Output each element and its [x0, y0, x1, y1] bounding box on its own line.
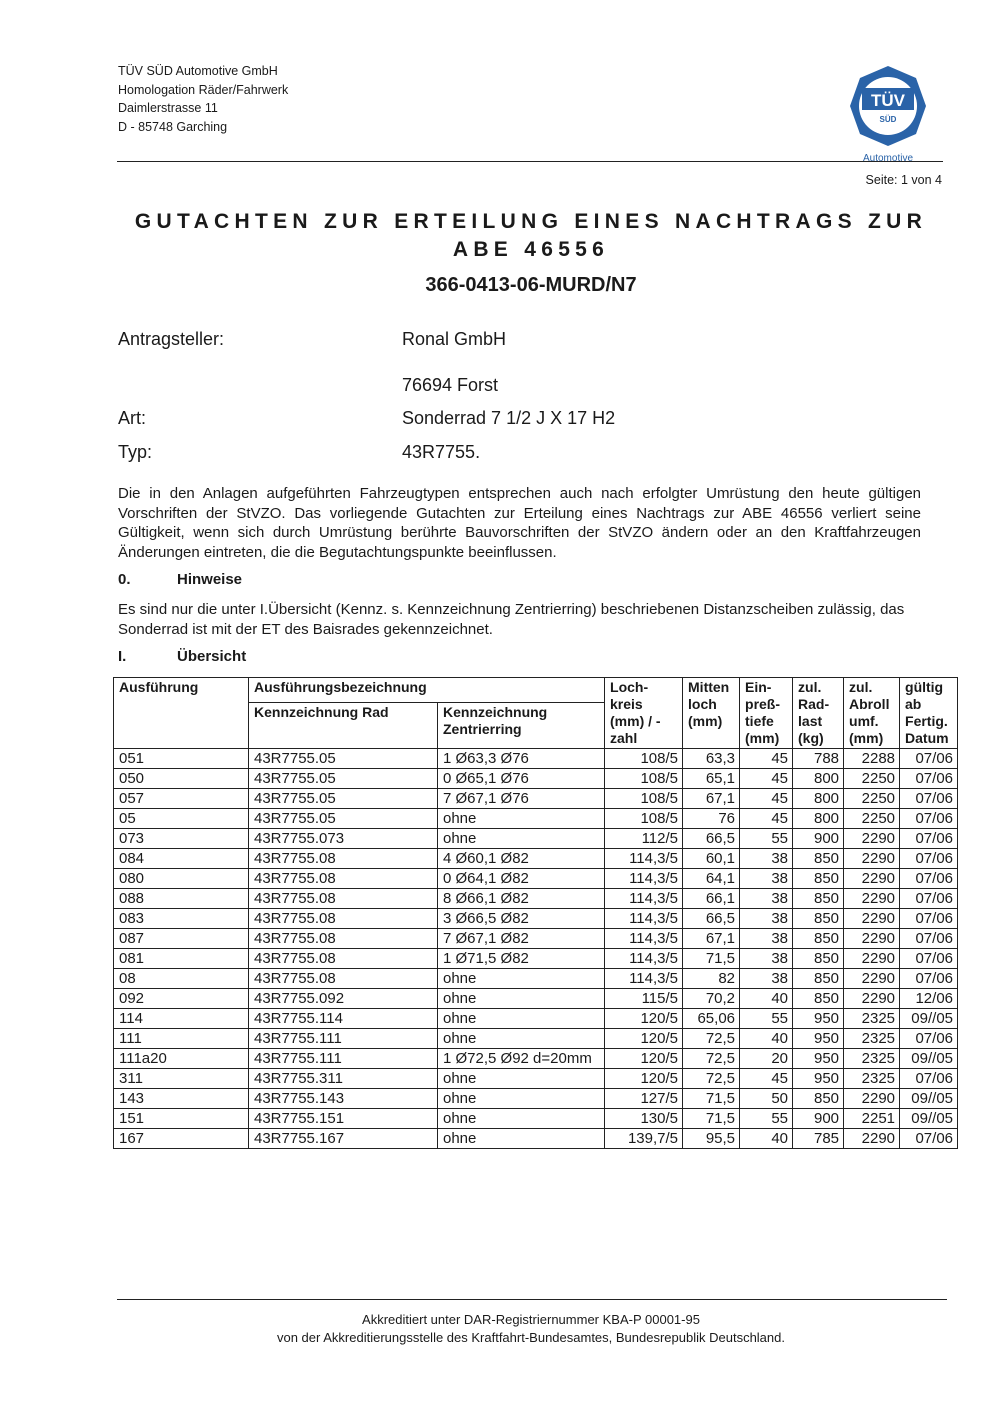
cell-kennz-zentrierring: ohne	[438, 1129, 605, 1149]
cell-gueltig-ab: 07/06	[900, 829, 958, 849]
cell-kennz-zentrierring: ohne	[438, 989, 605, 1009]
cell-ausfuehrung: 111	[114, 1029, 249, 1049]
cell-kennz-rad: 43R7755.05	[249, 789, 438, 809]
cell-mittenloch: 67,1	[683, 789, 740, 809]
header-kennzeichnung-zentrierring: Kennzeichnung Zentrierring	[438, 702, 605, 748]
cell-kennz-zentrierring: ohne	[438, 969, 605, 989]
cell-abrollumfang: 2250	[844, 789, 900, 809]
cell-kennz-rad: 43R7755.08	[249, 969, 438, 989]
applicant-name: Ronal GmbH	[402, 329, 507, 349]
cell-abrollumfang: 2290	[844, 1129, 900, 1149]
cell-kennz-rad: 43R7755.073	[249, 829, 438, 849]
cell-ausfuehrung: 311	[114, 1069, 249, 1089]
header-lochkreis: Loch-kreis (mm) / -zahl	[605, 678, 683, 749]
cell-abrollumfang: 2290	[844, 849, 900, 869]
cell-kennz-rad: 43R7755.08	[249, 889, 438, 909]
cell-kennz-rad: 43R7755.114	[249, 1009, 438, 1029]
cell-abrollumfang: 2325	[844, 1029, 900, 1049]
cell-lochkreis: 114,3/5	[605, 889, 683, 909]
cell-einpresstiefe: 38	[740, 929, 793, 949]
cell-ausfuehrung: 080	[114, 869, 249, 889]
header-abrollumfang: zul. Abroll umf. (mm)	[844, 678, 900, 749]
cell-ausfuehrung: 087	[114, 929, 249, 949]
cell-ausfuehrung: 092	[114, 989, 249, 1009]
cell-gueltig-ab: 09//05	[900, 1009, 958, 1029]
cell-kennz-rad: 43R7755.08	[249, 849, 438, 869]
cell-kennz-rad: 43R7755.167	[249, 1129, 438, 1149]
cell-radlast: 850	[793, 969, 844, 989]
typ-value: 43R7755.	[402, 442, 481, 462]
cell-lochkreis: 120/5	[605, 1069, 683, 1089]
cell-einpresstiefe: 38	[740, 949, 793, 969]
cell-einpresstiefe: 45	[740, 769, 793, 789]
cell-lochkreis: 120/5	[605, 1029, 683, 1049]
address-line: Daimlerstrasse 11	[118, 101, 218, 115]
cell-kennz-rad: 43R7755.05	[249, 769, 438, 789]
section-hinweise-heading	[118, 571, 243, 588]
typ-label: Typ:	[118, 442, 153, 462]
cell-abrollumfang: 2250	[844, 769, 900, 789]
cell-radlast: 850	[793, 1089, 844, 1109]
cell-radlast: 800	[793, 769, 844, 789]
cell-ausfuehrung: 143	[114, 1089, 249, 1109]
table-row	[114, 749, 958, 769]
cell-einpresstiefe: 45	[740, 809, 793, 829]
cell-lochkreis: 139,7/5	[605, 1129, 683, 1149]
header-divider	[117, 161, 943, 162]
cell-radlast: 900	[793, 829, 844, 849]
section-number: I.	[118, 648, 127, 665]
cell-mittenloch: 64,1	[683, 869, 740, 889]
cell-abrollumfang: 2290	[844, 1089, 900, 1109]
cell-mittenloch: 70,2	[683, 989, 740, 1009]
cell-abrollumfang: 2290	[844, 889, 900, 909]
cell-radlast: 850	[793, 909, 844, 929]
logo-text: TÜV	[871, 91, 905, 110]
cell-gueltig-ab: 09//05	[900, 1089, 958, 1109]
cell-kennz-zentrierring: 0 Ø64,1 Ø82	[438, 869, 605, 889]
header-radlast: zul. Rad-last (kg)	[793, 678, 844, 749]
section-title: Übersicht	[177, 648, 247, 665]
table-row	[114, 969, 958, 989]
cell-lochkreis: 130/5	[605, 1109, 683, 1129]
cell-kennz-zentrierring: ohne	[438, 1009, 605, 1029]
header-mittenloch: Mitten loch (mm)	[683, 678, 740, 749]
cell-einpresstiefe: 38	[740, 869, 793, 889]
cell-abrollumfang: 2290	[844, 989, 900, 1009]
table-row	[114, 949, 958, 969]
cell-lochkreis: 127/5	[605, 1089, 683, 1109]
document-number: 366-0413-06-MURD/N7	[425, 274, 637, 296]
header-kennzeichnung-rad: Kennzeichnung Rad	[249, 702, 438, 748]
table-row	[114, 789, 958, 809]
cell-radlast: 850	[793, 889, 844, 909]
cell-gueltig-ab: 09//05	[900, 1109, 958, 1129]
cell-kennz-rad: 43R7755.092	[249, 989, 438, 1009]
cell-mittenloch: 65,1	[683, 769, 740, 789]
address-line: Homologation Räder/Fahrwerk	[118, 82, 289, 97]
table-row	[114, 989, 958, 1009]
section-number: 0.	[118, 571, 131, 588]
cell-kennz-rad: 43R7755.08	[249, 869, 438, 889]
cell-einpresstiefe: 20	[740, 1049, 793, 1069]
logo-caption: Automotive	[862, 153, 914, 164]
cell-kennz-zentrierring: ohne	[438, 809, 605, 829]
cell-lochkreis: 115/5	[605, 989, 683, 1009]
cell-mittenloch: 71,5	[683, 949, 740, 969]
cell-mittenloch: 82	[683, 969, 740, 989]
cell-gueltig-ab: 07/06	[900, 749, 958, 769]
cell-abrollumfang: 2325	[844, 1049, 900, 1069]
cell-kennz-rad: 43R7755.08	[249, 929, 438, 949]
cell-ausfuehrung: 057	[114, 789, 249, 809]
cell-mittenloch: 71,5	[683, 1089, 740, 1109]
cell-einpresstiefe: 38	[740, 969, 793, 989]
cell-kennz-zentrierring: 0 Ø65,1 Ø76	[438, 769, 605, 789]
tuv-logo-icon	[846, 64, 930, 164]
table-row	[114, 769, 958, 789]
page-number: Seite: 1 von 4	[865, 173, 942, 187]
title-line: GUTACHTEN ZUR ERTEILUNG EINES NACHTRAGS ZUR	[134, 210, 928, 233]
cell-kennz-zentrierring: 3 Ø66,5 Ø82	[438, 909, 605, 929]
cell-kennz-rad: 43R7755.08	[249, 949, 438, 969]
cell-kennz-rad: 43R7755.111	[249, 1049, 438, 1069]
footer-line: von der Akkreditierungsstelle des Kraftfahrt-Bundesamtes, Bundesrepublik Deutschland.	[276, 1330, 785, 1345]
cell-abrollumfang: 2290	[844, 869, 900, 889]
cell-kennz-zentrierring: ohne	[438, 1029, 605, 1049]
table-row	[114, 849, 958, 869]
cell-gueltig-ab: 07/06	[900, 969, 958, 989]
applicant-city: 76694 Forst	[402, 375, 499, 395]
cell-mittenloch: 63,3	[683, 749, 740, 769]
cell-radlast: 785	[793, 1129, 844, 1149]
cell-gueltig-ab: 07/06	[900, 949, 958, 969]
table-row	[114, 1109, 958, 1129]
cell-kennz-zentrierring: ohne	[438, 1109, 605, 1129]
cell-kennz-zentrierring: 7 Ø67,1 Ø76	[438, 789, 605, 809]
cell-kennz-rad: 43R7755.311	[249, 1069, 438, 1089]
cell-mittenloch: 66,1	[683, 889, 740, 909]
cell-gueltig-ab: 07/06	[900, 1069, 958, 1089]
cell-ausfuehrung: 081	[114, 949, 249, 969]
footer-line: Akkreditiert unter DAR-Registriernummer KBA-P 00001-95	[362, 1312, 700, 1327]
applicant-label: Antragsteller:	[118, 329, 225, 349]
cell-abrollumfang: 2290	[844, 969, 900, 989]
cell-kennz-zentrierring: 1 Ø71,5 Ø82	[438, 949, 605, 969]
cell-abrollumfang: 2290	[844, 949, 900, 969]
cell-mittenloch: 72,5	[683, 1069, 740, 1089]
cell-lochkreis: 114,3/5	[605, 969, 683, 989]
cell-mittenloch: 65,06	[683, 1009, 740, 1029]
cell-lochkreis: 112/5	[605, 829, 683, 849]
overview-table	[113, 677, 958, 1149]
cell-gueltig-ab: 07/06	[900, 889, 958, 909]
section-uebersicht-heading	[118, 648, 247, 665]
cell-ausfuehrung: 050	[114, 769, 249, 789]
cell-radlast: 950	[793, 1009, 844, 1029]
cell-abrollumfang: 2288	[844, 749, 900, 769]
cell-kennz-rad: 43R7755.143	[249, 1089, 438, 1109]
cell-gueltig-ab: 07/06	[900, 1129, 958, 1149]
cell-radlast: 950	[793, 1049, 844, 1069]
cell-lochkreis: 114,3/5	[605, 929, 683, 949]
header-einpresstiefe: Ein-preß-tiefe (mm)	[740, 678, 793, 749]
cell-einpresstiefe: 45	[740, 1069, 793, 1089]
cell-radlast: 850	[793, 849, 844, 869]
cell-mittenloch: 66,5	[683, 909, 740, 929]
cell-kennz-zentrierring: 1 Ø63,3 Ø76	[438, 749, 605, 769]
cell-einpresstiefe: 38	[740, 889, 793, 909]
art-value: Sonderrad 7 1/2 J X 17 H2	[402, 408, 616, 428]
cell-kennz-zentrierring: 1 Ø72,5 Ø92 d=20mm	[438, 1049, 605, 1069]
table-row	[114, 889, 958, 909]
cell-gueltig-ab: 07/06	[900, 869, 958, 889]
cell-lochkreis: 108/5	[605, 809, 683, 829]
cell-abrollumfang: 2251	[844, 1109, 900, 1129]
cell-einpresstiefe: 45	[740, 749, 793, 769]
cell-abrollumfang: 2325	[844, 1009, 900, 1029]
cell-kennz-zentrierring: 4 Ø60,1 Ø82	[438, 849, 605, 869]
header-ausfuehrung: Ausführung	[114, 678, 249, 749]
cell-mittenloch: 66,5	[683, 829, 740, 849]
cell-kennz-rad: 43R7755.08	[249, 909, 438, 929]
cell-ausfuehrung: 073	[114, 829, 249, 849]
cell-einpresstiefe: 38	[740, 909, 793, 929]
logo-subtext: SÜD	[879, 115, 897, 124]
cell-mittenloch: 67,1	[683, 929, 740, 949]
cell-lochkreis: 114,3/5	[605, 909, 683, 929]
table-row	[114, 1029, 958, 1049]
cell-radlast: 850	[793, 949, 844, 969]
cell-einpresstiefe: 40	[740, 989, 793, 1009]
cell-lochkreis: 114,3/5	[605, 869, 683, 889]
cell-radlast: 950	[793, 1069, 844, 1089]
cell-lochkreis: 120/5	[605, 1049, 683, 1069]
art-label: Art:	[118, 408, 147, 428]
header-bezeichnung: Ausführungsbezeichnung	[249, 678, 605, 703]
table-row	[114, 869, 958, 889]
header-gueltig-ab: gültig ab Fertig. Datum	[900, 678, 958, 749]
sender-address	[118, 62, 288, 136]
cell-gueltig-ab: 07/06	[900, 1029, 958, 1049]
cell-kennz-rad: 43R7755.05	[249, 749, 438, 769]
cell-einpresstiefe: 40	[740, 1129, 793, 1149]
address-line: D - 85748 Garching	[118, 119, 228, 134]
cell-kennz-rad: 43R7755.151	[249, 1109, 438, 1129]
cell-ausfuehrung: 167	[114, 1129, 249, 1149]
section-title: Hinweise	[177, 571, 243, 588]
cell-gueltig-ab: 07/06	[900, 809, 958, 829]
cell-lochkreis: 114,3/5	[605, 849, 683, 869]
cell-kennz-zentrierring: 8 Ø66,1 Ø82	[438, 889, 605, 909]
table-row	[114, 829, 958, 849]
cell-mittenloch: 71,5	[683, 1109, 740, 1129]
cell-gueltig-ab: 07/06	[900, 909, 958, 929]
table-row	[114, 909, 958, 929]
table-row	[114, 929, 958, 949]
cell-gueltig-ab: 07/06	[900, 789, 958, 809]
cell-radlast: 900	[793, 1109, 844, 1129]
cell-radlast: 800	[793, 789, 844, 809]
table-row	[114, 1009, 958, 1029]
cell-radlast: 950	[793, 1029, 844, 1049]
cell-ausfuehrung: 088	[114, 889, 249, 909]
intro-paragraph: Die in den Anlagen aufgeführten Fahrzeugtypen entsprechen auch nach erfolgter Umrüstung den heute gültigen Vorschriften der StVZO. Das vorliegende Gutachten zur Erteilung eines Nachtrags zur ABE 46556 verliert seine Gültigkeit, wenn sich durch Umrüstung berührte Bauvorschriften der StVZO ändern oder an den Kraftfahrzeugen Änderungen eintreten, die die Begutachtungspunkte beeinflussen.	[118, 485, 921, 561]
cell-kennz-rad: 43R7755.05	[249, 809, 438, 829]
cell-radlast: 850	[793, 869, 844, 889]
cell-ausfuehrung: 05	[114, 809, 249, 829]
cell-abrollumfang: 2290	[844, 929, 900, 949]
cell-abrollumfang: 2325	[844, 1069, 900, 1089]
cell-mittenloch: 60,1	[683, 849, 740, 869]
cell-kennz-zentrierring: ohne	[438, 1089, 605, 1109]
cell-kennz-zentrierring: ohne	[438, 1069, 605, 1089]
cell-ausfuehrung: 051	[114, 749, 249, 769]
cell-radlast: 800	[793, 809, 844, 829]
cell-einpresstiefe: 40	[740, 1029, 793, 1049]
cell-lochkreis: 108/5	[605, 749, 683, 769]
cell-gueltig-ab: 12/06	[900, 989, 958, 1009]
table-row	[114, 809, 958, 829]
footer-divider	[117, 1299, 947, 1300]
cell-ausfuehrung: 08	[114, 969, 249, 989]
cell-radlast: 788	[793, 749, 844, 769]
table-row	[114, 1089, 958, 1109]
cell-einpresstiefe: 55	[740, 1109, 793, 1129]
cell-abrollumfang: 2290	[844, 909, 900, 929]
cell-einpresstiefe: 50	[740, 1089, 793, 1109]
cell-gueltig-ab: 09//05	[900, 1049, 958, 1069]
title-line: ABE 46556	[452, 238, 610, 261]
table-row	[114, 1069, 958, 1089]
cell-radlast: 850	[793, 929, 844, 949]
cell-lochkreis: 120/5	[605, 1009, 683, 1029]
cell-ausfuehrung: 114	[114, 1009, 249, 1029]
cell-ausfuehrung: 084	[114, 849, 249, 869]
cell-gueltig-ab: 07/06	[900, 929, 958, 949]
cell-kennz-rad: 43R7755.111	[249, 1029, 438, 1049]
table-row	[114, 1049, 958, 1069]
cell-einpresstiefe: 45	[740, 789, 793, 809]
cell-abrollumfang: 2290	[844, 829, 900, 849]
cell-radlast: 850	[793, 989, 844, 1009]
cell-gueltig-ab: 07/06	[900, 849, 958, 869]
cell-einpresstiefe: 38	[740, 849, 793, 869]
cell-einpresstiefe: 55	[740, 829, 793, 849]
cell-mittenloch: 72,5	[683, 1029, 740, 1049]
cell-kennz-zentrierring: 7 Ø67,1 Ø82	[438, 929, 605, 949]
cell-kennz-zentrierring: ohne	[438, 829, 605, 849]
hinweise-paragraph: Es sind nur die unter I.Übersicht (Kennz. s. Kennzeichnung Zentrierring) beschriebenen Distanzscheiben zulässig, das Sonderrad ist mit der ET des Baisrades gekennzeichnet.	[118, 601, 905, 638]
cell-einpresstiefe: 55	[740, 1009, 793, 1029]
cell-lochkreis: 108/5	[605, 789, 683, 809]
cell-abrollumfang: 2250	[844, 809, 900, 829]
table-body	[114, 749, 958, 1149]
cell-gueltig-ab: 07/06	[900, 769, 958, 789]
cell-ausfuehrung: 083	[114, 909, 249, 929]
cell-mittenloch: 72,5	[683, 1049, 740, 1069]
cell-ausfuehrung: 151	[114, 1109, 249, 1129]
cell-mittenloch: 95,5	[683, 1129, 740, 1149]
cell-lochkreis: 114,3/5	[605, 949, 683, 969]
table-row	[114, 1129, 958, 1149]
cell-ausfuehrung: 111a20	[114, 1049, 249, 1069]
document-title	[118, 208, 944, 264]
address-line: TÜV SÜD Automotive GmbH	[118, 64, 278, 78]
cell-lochkreis: 108/5	[605, 769, 683, 789]
cell-mittenloch: 76	[683, 809, 740, 829]
